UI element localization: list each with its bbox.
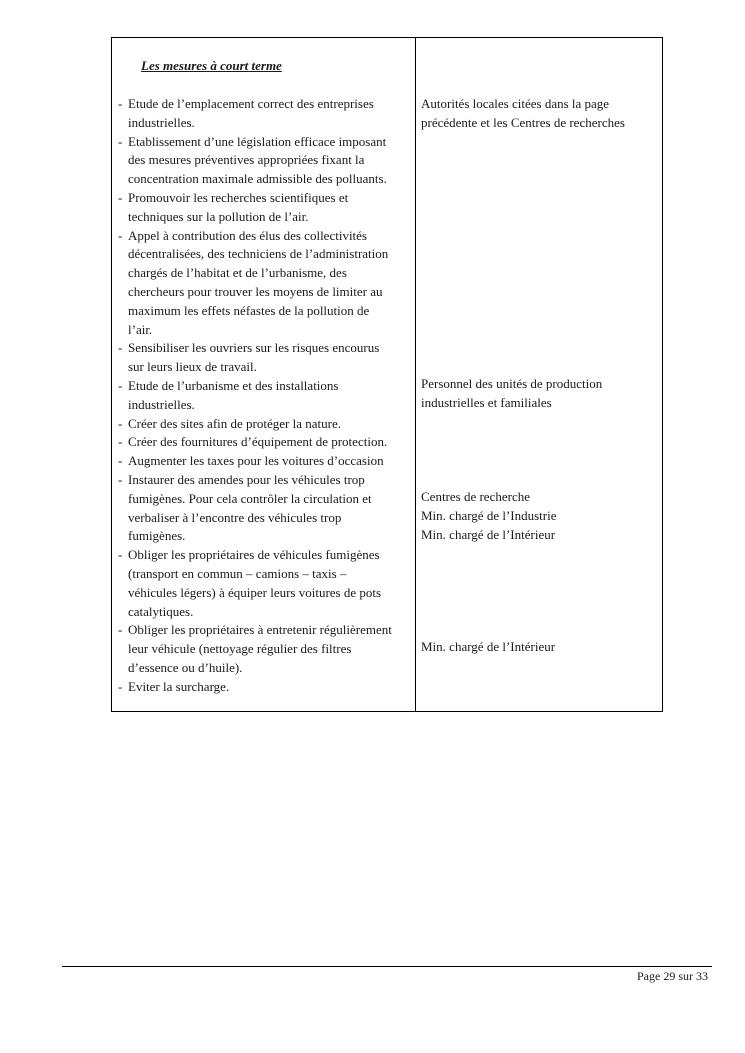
measure-line: Sensibiliser les ouvriers sur les risques encourus <box>128 340 380 356</box>
bullet-dash: - <box>118 434 123 450</box>
responsible-line: précédente et les Centres de recherches <box>421 114 625 130</box>
responsible-group-4 <box>421 638 661 657</box>
responsible-line: Min. chargé de l’Industrie <box>421 507 557 523</box>
bullet-dash: - <box>118 453 123 469</box>
measure-line: Obliger les propriétaires de véhicules fumigènes <box>128 547 380 563</box>
measure-item <box>118 227 414 340</box>
responsible-line: Centres de recherche <box>421 489 530 504</box>
bullet-dash: - <box>118 227 123 243</box>
measure-line: Créer des fournitures d’équipement de protection. <box>128 434 388 450</box>
responsible-line: Min. chargé de l’Intérieur <box>421 526 556 542</box>
section-title: Les mesures à court terme <box>141 58 282 73</box>
measure-line: Etude de l’emplacement correct des entreprises <box>128 96 374 111</box>
measure-line: concentration maximale admissible des polluants. <box>128 171 387 187</box>
measure-item <box>118 452 414 471</box>
bullet-dash: - <box>118 340 123 356</box>
bullet-dash: - <box>118 96 123 111</box>
measure-line: Créer des sites afin de protéger la nature. <box>128 415 341 431</box>
measures-table <box>111 37 663 712</box>
measure-line: industrielles. <box>128 396 195 412</box>
responsible-line: Autorités locales citées dans la page <box>421 96 610 111</box>
bullet-dash: - <box>118 678 123 694</box>
column-divider <box>415 38 416 711</box>
measure-line: Eviter la surcharge. <box>128 678 230 694</box>
bullet-dash: - <box>118 547 123 563</box>
measure-line: Instaurer des amendes pour les véhicules trop <box>128 471 365 487</box>
measure-line: catalytiques. <box>128 603 194 619</box>
measure-item <box>118 678 414 697</box>
measure-line: chercheurs pour trouver les moyens de limiter au <box>128 283 383 299</box>
footer-rule <box>62 966 712 967</box>
measure-item <box>118 415 414 434</box>
measure-line: fumigènes. Pour cela contrôler la circulation et <box>128 490 372 506</box>
responsible-line: Min. chargé de l’Intérieur <box>421 639 556 654</box>
measure-item <box>118 377 414 415</box>
bullet-dash: - <box>118 133 123 149</box>
measure-line: l’air. <box>128 321 153 337</box>
responsible-group-1 <box>421 95 661 133</box>
measure-line: chargés de l’habitat et de l’urbanisme, des <box>128 265 347 281</box>
bullet-dash: - <box>118 622 123 638</box>
measure-line: véhicules légers) à équiper leurs voitures de pots <box>128 584 382 600</box>
measure-line: Obliger les propriétaires à entretenir régulièrement <box>128 622 392 638</box>
measure-item <box>118 621 414 677</box>
measure-item <box>118 189 414 227</box>
measure-line: Augmenter les taxes pour les voitures d’occasion <box>128 453 384 469</box>
measure-line: leur véhicule (nettoyage régulier des filtres <box>128 641 352 657</box>
measure-line: décentralisées, des techniciens de l’administration <box>128 246 389 262</box>
measure-item <box>118 433 414 452</box>
measures-list <box>118 95 414 697</box>
measure-item <box>118 95 414 133</box>
measure-line: Promouvoir les recherches scientifiques et <box>128 189 349 205</box>
measure-line: d’essence ou d’huile). <box>128 659 243 675</box>
bullet-dash: - <box>118 377 123 393</box>
measure-line: Etude de l’urbanisme et des installations <box>128 377 339 393</box>
measure-line: sur leurs lieux de travail. <box>128 359 257 375</box>
responsible-line: Personnel des unités de production <box>421 376 603 391</box>
measure-line: maximum les effets néfastes de la pollution de <box>128 302 370 318</box>
measure-line: verbaliser à l’encontre des véhicules trop <box>128 509 342 525</box>
measure-line: Etablissement d’une législation efficace imposant <box>128 133 387 149</box>
measure-line: des mesures préventives appropriées fixant la <box>128 152 365 168</box>
responsible-line: industrielles et familiales <box>421 394 552 410</box>
bullet-dash: - <box>118 189 123 205</box>
page-number: Page 29 sur 33 <box>637 969 708 983</box>
bullet-dash: - <box>118 471 123 487</box>
measure-item <box>118 546 414 621</box>
bullet-dash: - <box>118 415 123 431</box>
responsible-group-3 <box>421 488 661 544</box>
measure-line: fumigènes. <box>128 528 186 544</box>
measure-line: (transport en commun – camions – taxis – <box>128 565 347 581</box>
measure-item <box>118 339 414 377</box>
measure-item <box>118 471 414 546</box>
measure-line: techniques sur la pollution de l’air. <box>128 208 309 224</box>
measure-item <box>118 133 414 189</box>
responsible-group-2 <box>421 375 661 413</box>
measure-line: industrielles. <box>128 114 195 130</box>
measure-line: Appel à contribution des élus des collectivités <box>128 227 367 243</box>
